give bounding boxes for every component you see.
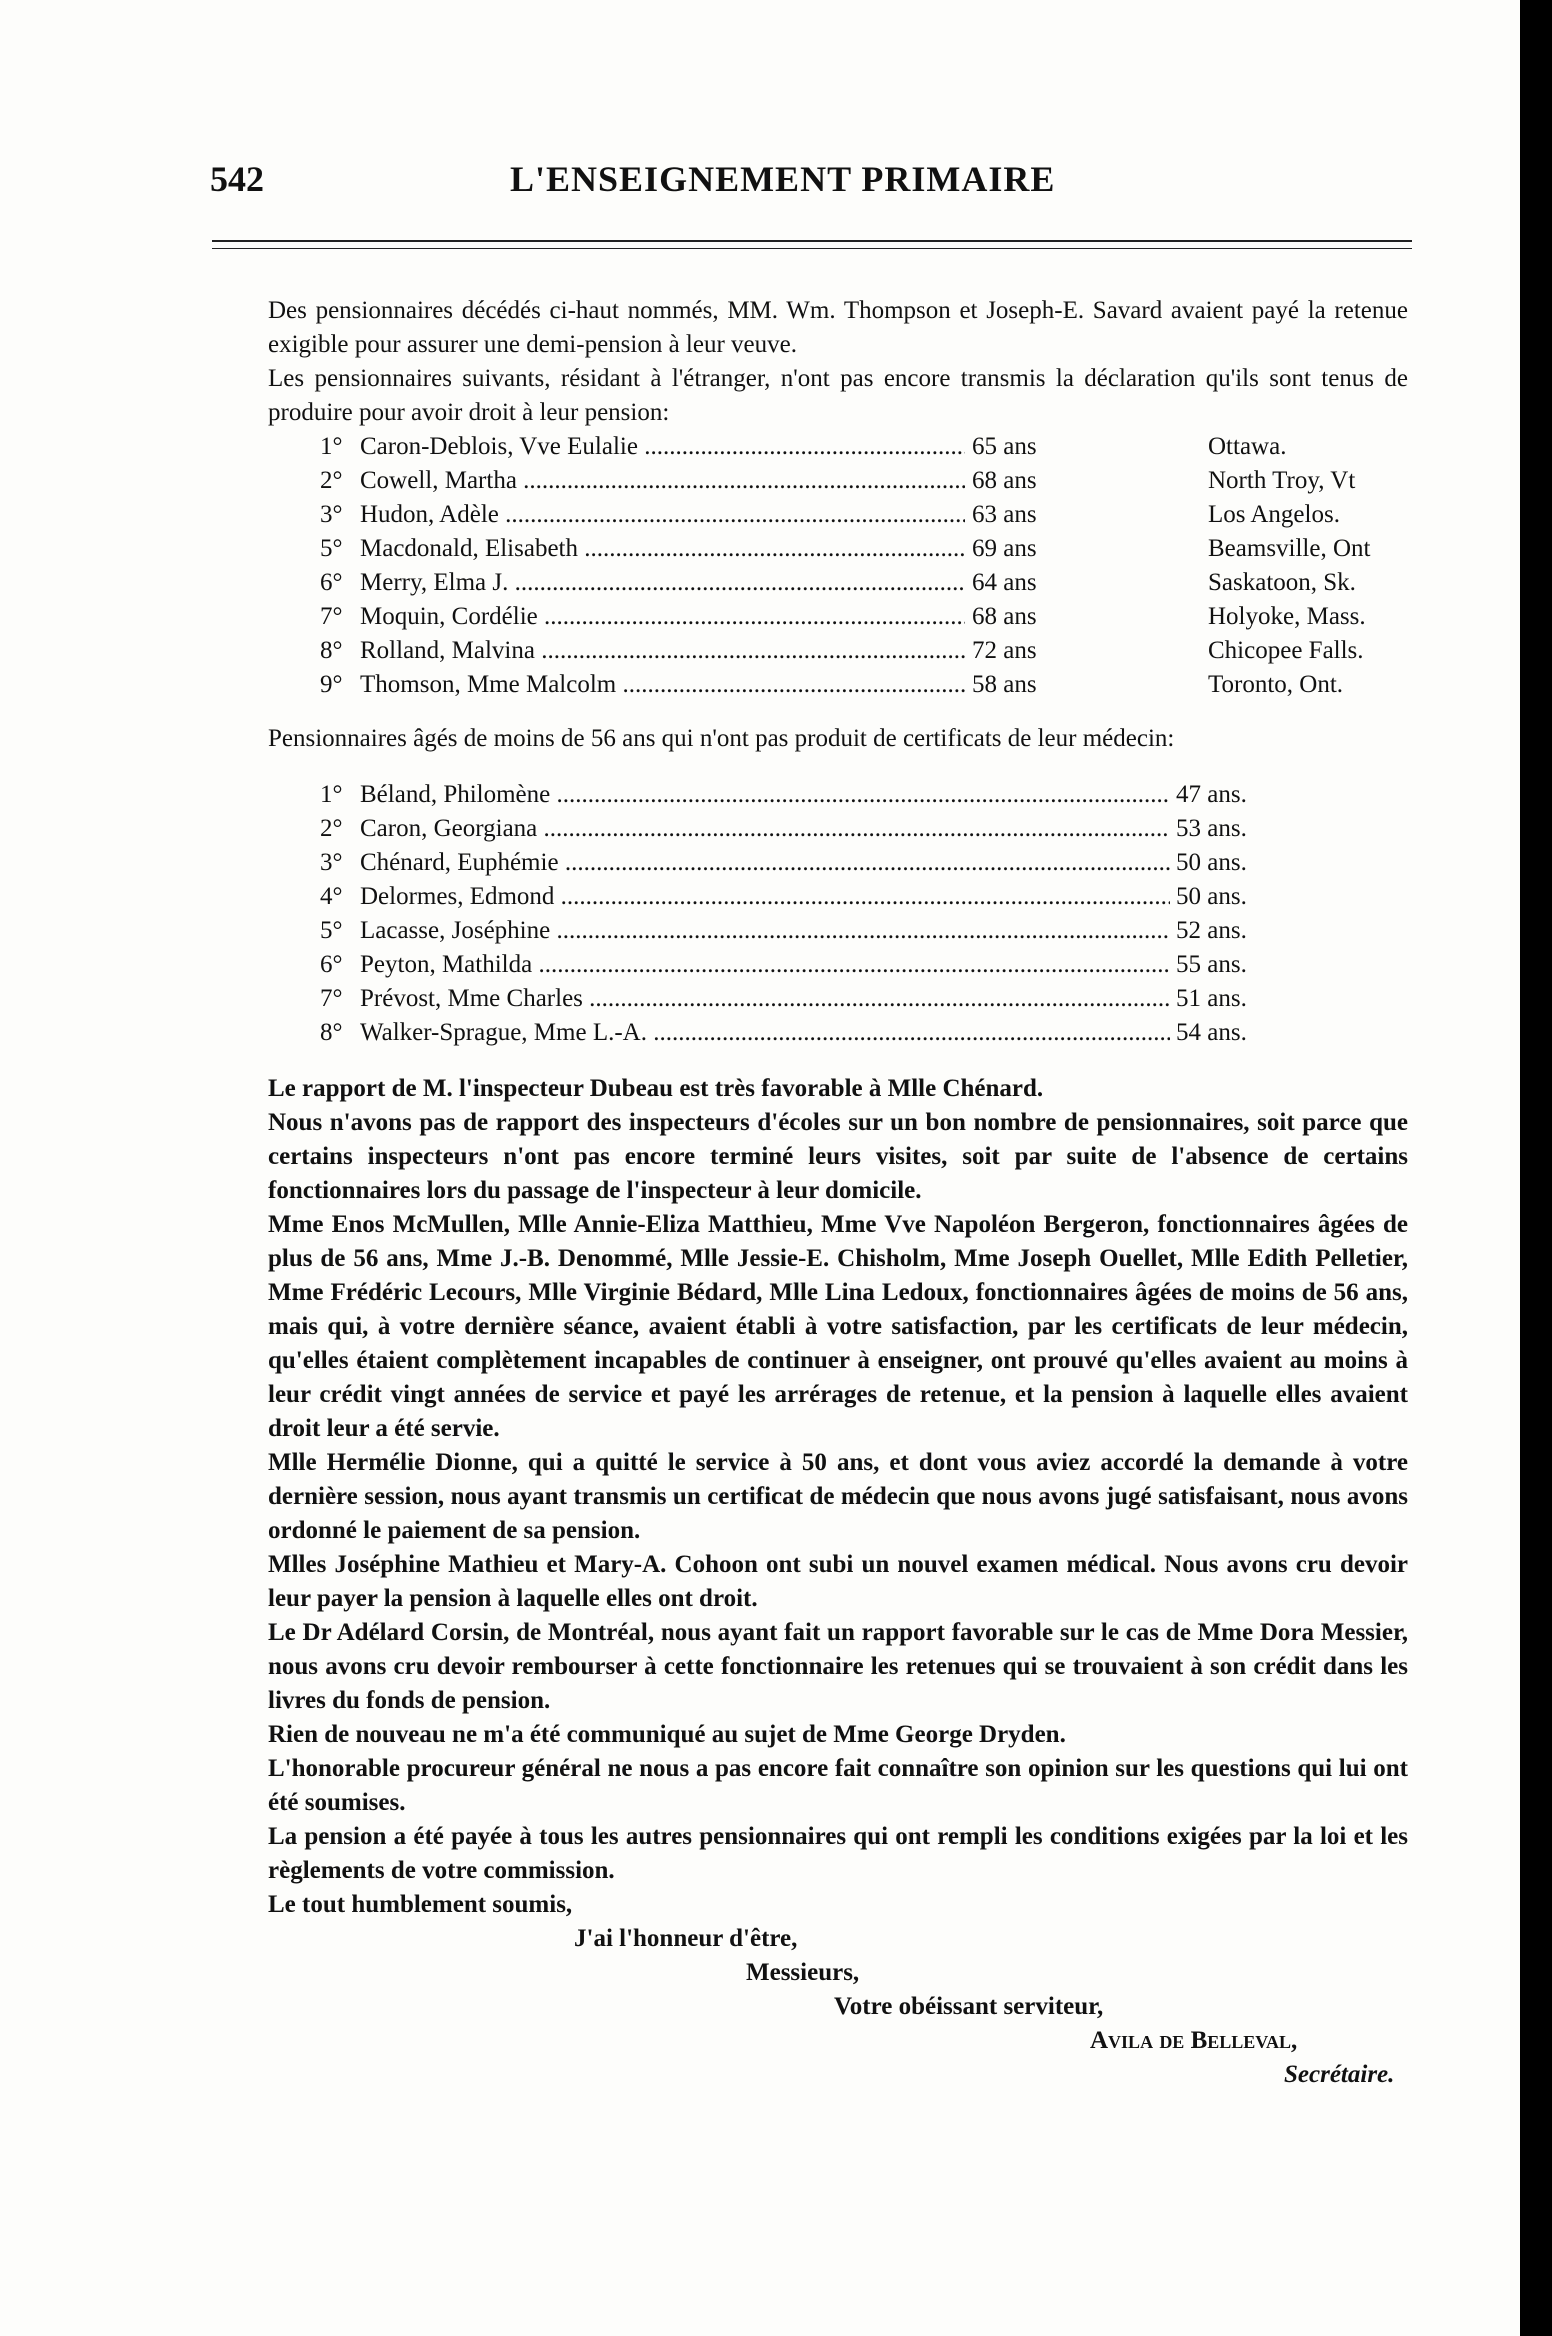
paragraph: Mlle Hermélie Dionne, qui a quitté le service à 50 ans, et dont vous aviez accordé la demande à votre dernière session, nous ayant transmis un certificat de médecin que nous avons jugé satisfaisant, nous avons ordonné le paiement de sa pension.	[268, 1449, 1408, 1544]
list-item: 8° Rolland, Malvina ..... 72 ans Chicopee Falls.	[268, 634, 1408, 668]
page-body	[268, 294, 1408, 2092]
header-rule-thin	[212, 248, 1412, 249]
list-item: 2° Cowell, Martha ..... 68 ans North Troy, Vt	[268, 464, 1408, 498]
paragraph: Des pensionnaires décédés ci-haut nommés, MM. Wm. Thompson et Joseph-E. Savard avaient payé la retenue exigible pour assurer une demi-pension à leur veuve.	[268, 297, 1408, 358]
list-item: 4° Delormes, Edmond ..... 50 ans.	[268, 880, 1408, 914]
paragraph: Mme Enos McMullen, Mlle Annie-Eliza Matthieu, Mme Vve Napoléon Bergeron, fonctionnaires âgées de plus de 56 ans, Mme J.-B. Denommé, Mlle Jessie-E. Chisholm, Mme Joseph Ouellet, Mlle Edith Pelletier, Mme Frédéric Lecours, Mlle Virginie Bédard, Mlle Lina Ledoux, fonctionnaires âgées de moins de 56 ans, mais qui, à votre dernière séance, avaient établi à votre satisfaction, par les certificats de leur médecin, qu'elles étaient complètement incapables de continuer à enseigner, ont prouvé qu'elles avaient au moins à leur crédit vingt années de service et payé les arrérages de retenue, et la pension à laquelle elles avaient droit leur a été servie.	[268, 1211, 1408, 1442]
list-item: 6° Merry, Elma J. ..... 64 ans Saskatoon, Sk.	[268, 566, 1408, 600]
header-rule	[212, 240, 1412, 242]
list-item: 3° Chénard, Euphémie ..... 50 ans.	[268, 846, 1408, 880]
signatory-name: Avila de Belleval,	[1090, 2027, 1298, 2054]
paragraph: Nous n'avons pas de rapport des inspecteurs d'écoles sur un bon nombre de pensionnaires, soit parce que certains inspecteurs n'ont pas encore terminé leurs visites, soit par suite de l'absence de certains fonctionnaires lors du passage de l'inspecteur à leur domicile.	[268, 1109, 1408, 1204]
list-item: 2° Caron, Georgiana ..... 53 ans.	[268, 812, 1408, 846]
list-item: 7° Moquin, Cordélie ..... 68 ans Holyoke, Mass.	[268, 600, 1408, 634]
signoff-honneur: J'ai l'honneur d'être,	[574, 1925, 798, 1952]
paragraph: La pension a été payée à tous les autres pensionnaires qui ont rempli les conditions exigées par la loi et les règlements de votre commission.	[268, 1823, 1408, 1884]
paragraph: Le Dr Adélard Corsin, de Montréal, nous ayant fait un rapport favorable sur le cas de Mme Dora Messier, nous avons cru devoir rembourser à cette fonctionnaire les retenues qui se trouvaient à son crédit dans les livres du fonds de pension.	[268, 1619, 1408, 1714]
list-item: 5° Macdonald, Elisabeth ..... 69 ans Beamsville, Ont	[268, 532, 1408, 566]
list-item: 3° Hudon, Adèle ..... 63 ans Los Angelos.	[268, 498, 1408, 532]
foreign-pensioners-list	[268, 430, 1408, 702]
closing-line: Le tout humblement soumis,	[268, 1891, 573, 1918]
page-header	[210, 158, 1410, 208]
list-item: 7° Prévost, Mme Charles ..... 51 ans.	[268, 982, 1408, 1016]
list-item: 9° Thomson, Mme Malcolm ..... 58 ans Toronto, Ont.	[268, 668, 1408, 702]
paragraph: Pensionnaires âgés de moins de 56 ans qui n'ont pas produit de certificats de leur médecin:	[268, 725, 1175, 752]
paragraph: Le rapport de M. l'inspecteur Dubeau est très favorable à Mlle Chénard.	[268, 1075, 1044, 1102]
signatory-title: Secrétaire.	[1284, 2061, 1395, 2088]
page-number: 542	[210, 159, 264, 199]
list-item: 1° Béland, Philomène ..... 47 ans.	[268, 778, 1408, 812]
running-title: L'ENSEIGNEMENT PRIMAIRE	[510, 159, 1056, 199]
list-item: 6° Peyton, Mathilda ..... 55 ans.	[268, 948, 1408, 982]
young-pensioners-list	[268, 778, 1408, 1050]
list-item: 8° Walker-Sprague, Mme L.-A. ..... 54 ans.	[268, 1016, 1408, 1050]
paragraph: Rien de nouveau ne m'a été communiqué au sujet de Mme George Dryden.	[268, 1721, 1066, 1748]
paragraph: L'honorable procureur général ne nous a pas encore fait connaître son opinion sur les questions qui lui ont été soumises.	[268, 1755, 1408, 1816]
scan-edge	[1520, 0, 1552, 2336]
list-item: 5° Lacasse, Joséphine ..... 52 ans.	[268, 914, 1408, 948]
paragraph: Mlles Joséphine Mathieu et Mary-A. Cohoon ont subi un nouvel examen médical. Nous avons cru devoir leur payer la pension à laquelle elles ont droit.	[268, 1551, 1408, 1612]
signoff-salutation: Messieurs,	[746, 1959, 860, 1986]
paragraph: Les pensionnaires suivants, résidant à l'étranger, n'ont pas encore transmis la déclaration qu'ils sont tenus de produire pour avoir droit à leur pension:	[268, 365, 1408, 426]
signoff-serviteur: Votre obéissant serviteur,	[834, 1993, 1104, 2020]
list-item: 1° Caron-Deblois, Vve Eulalie ..... 65 ans Ottawa.	[268, 430, 1408, 464]
